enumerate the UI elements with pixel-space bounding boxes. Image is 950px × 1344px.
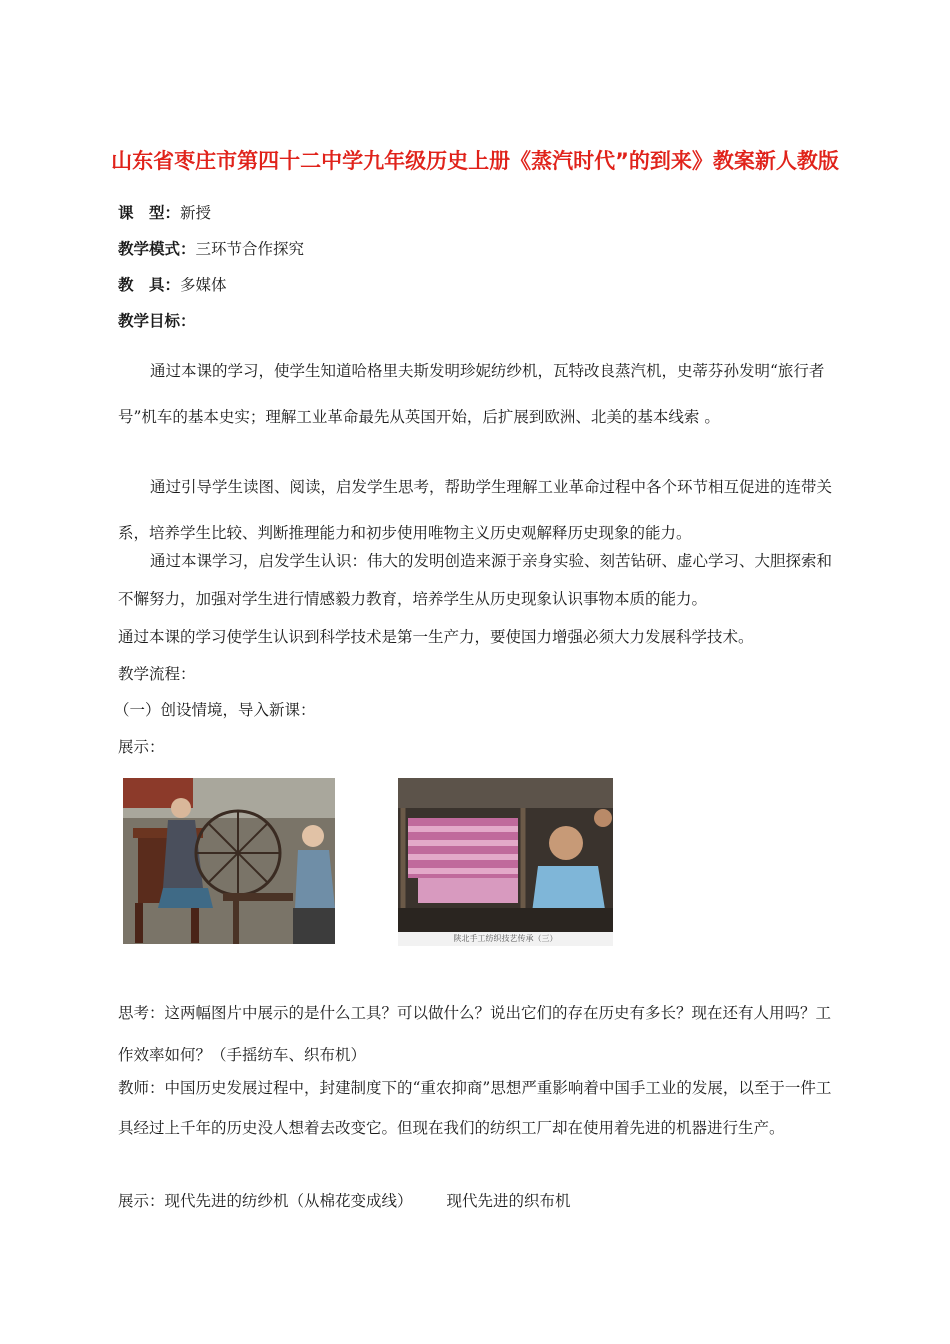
field-value: 新授 <box>180 204 212 222</box>
field-label: 课 型： <box>118 204 181 222</box>
field-value: 三环节合作探究 <box>195 240 305 258</box>
field-lesson-type <box>118 203 211 223</box>
modern-machines-line <box>118 1191 571 1211</box>
modern-loom-label: 现代先进的织布机 <box>446 1192 571 1210</box>
objective-paragraph: 通过本课的学习，使学生知道哈格里夫斯发明珍妮纺纱机，瓦特改良蒸汽机，史蒂芬孙发明“旅行者号”机车的基本史实；理解工业革命最先从英国开始，后扩展到欧洲、北美的基本线索 。 <box>118 362 825 426</box>
field-label: 教学模式： <box>118 240 196 258</box>
teacher-paragraph: 教师：中国历史发展过程中，封建制度下的“重农抑商”思想严重影响着中国手工业的发展，以至于一件工具经过上千年的历史没人想着去改变它。但现在我们的纺织工厂却在使用着先进的机器进行生产。 <box>118 1079 832 1137</box>
field-teaching-mode <box>118 239 304 259</box>
section-heading: （一）创设情境，导入新课： <box>114 701 316 719</box>
spinning-wheel-photo <box>123 778 335 944</box>
question-paragraph: 思考：这两幅图片中展示的是什么工具？可以做什么？说出它们的存在历史有多长？现在还有人用吗？工作效率如何？（手摇纺车、织布机） <box>118 1004 832 1064</box>
objective-paragraph: 通过引导学生读图、阅读，启发学生思考，帮助学生理解工业革命过程中各个环节相互促进的连带关系，培养学生比较、判断推理能力和初步使用唯物主义历史观解释历史现象的能力。 <box>118 478 833 542</box>
modern-spinning-label: 展示：现代先进的纺纱机（从棉花变成线） <box>118 1192 413 1210</box>
field-teaching-aids <box>118 275 227 295</box>
process-heading: 教学流程： <box>118 665 196 683</box>
loom-photo <box>398 778 613 946</box>
document-title: 山东省枣庄市第四十二中学九年级历史上册《蒸汽时代”的到来》教案新人教版 <box>111 149 839 173</box>
field-value: 多媒体 <box>180 276 227 294</box>
field-objectives-heading <box>118 311 196 331</box>
objective-paragraph: 通过本课学习，启发学生认识：伟大的发明创造来源于亲身实验、刻苦钻研、虚心学习、大胆探索和不懈努力，加强对学生进行情感毅力教育，培养学生从历史现象认识事物本质的能力。 <box>118 552 833 608</box>
photo-caption: 陕北手工纺织技艺传承（三） <box>398 932 613 946</box>
field-label: 教学目标： <box>118 312 196 330</box>
summary-paragraph: 通过本课的学习使学生认识到科学技术是第一生产力，要使国力增强必须大力发展科学技术。 <box>118 628 754 646</box>
field-label: 教 具： <box>118 276 181 294</box>
show-label: 展示： <box>118 738 165 756</box>
